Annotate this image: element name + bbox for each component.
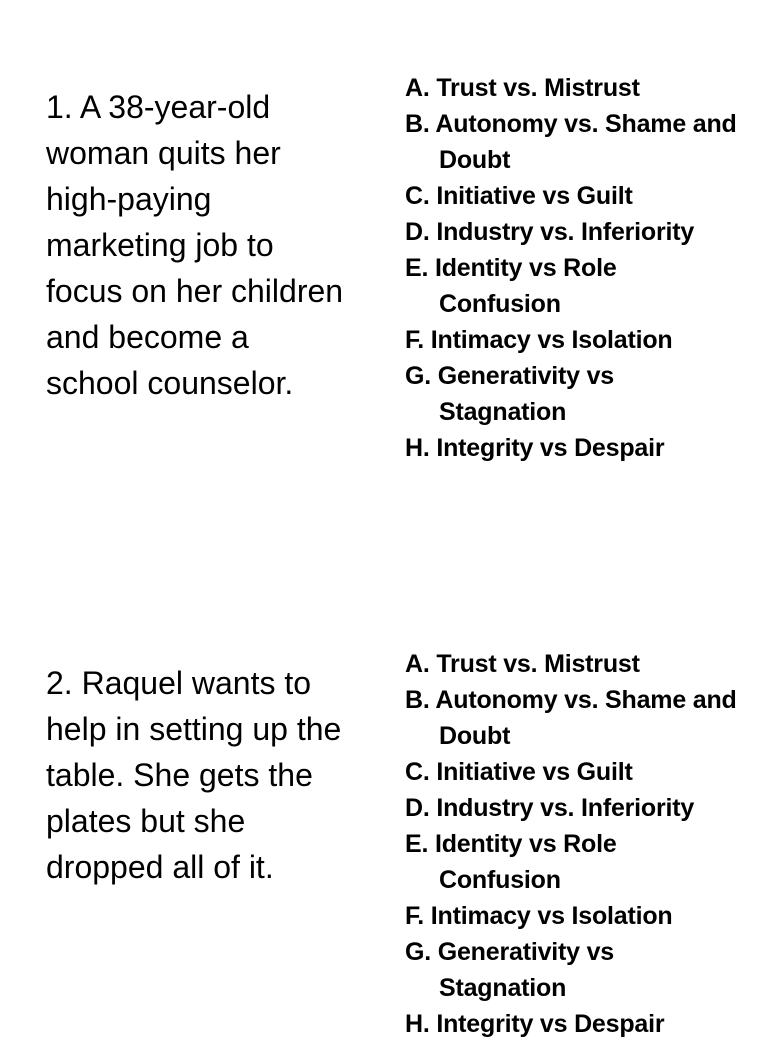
option-g: G. Generativity vs Stagnation <box>405 938 614 1002</box>
option-d: D. Industry vs. Inferiority <box>405 218 695 246</box>
option-c: C. Initiative vs Guilt <box>405 182 633 210</box>
option-f: F. Intimacy vs Isolation <box>405 902 673 930</box>
option-e: E. Identity vs Role Confusion <box>405 254 617 318</box>
option-h: H. Integrity vs Despair <box>405 1010 665 1038</box>
option-h: H. Integrity vs Despair <box>405 434 665 462</box>
question-2-options <box>405 646 745 1042</box>
option-a: A. Trust vs. Mistrust <box>405 74 640 102</box>
question-2-text: 2. Raquel wants to help in setting up the table. She gets the plates but she dropped all of it. <box>46 665 342 885</box>
option-g: G. Generativity vs Stagnation <box>405 362 614 426</box>
option-d: D. Industry vs. Inferiority <box>405 794 695 822</box>
question-1-text: 1. A 38-year-old woman quits her high-paying marketing job to focus on her children and become a school counselor. <box>46 89 344 401</box>
option-c: C. Initiative vs Guilt <box>405 758 633 786</box>
option-f: F. Intimacy vs Isolation <box>405 326 673 354</box>
option-e: E. Identity vs Role Confusion <box>405 830 617 894</box>
option-a: A. Trust vs. Mistrust <box>405 650 640 678</box>
option-b: B. Autonomy vs. Shame and Doubt <box>405 686 737 750</box>
question-1-options <box>405 70 745 466</box>
option-b: B. Autonomy vs. Shame and Doubt <box>405 110 737 174</box>
